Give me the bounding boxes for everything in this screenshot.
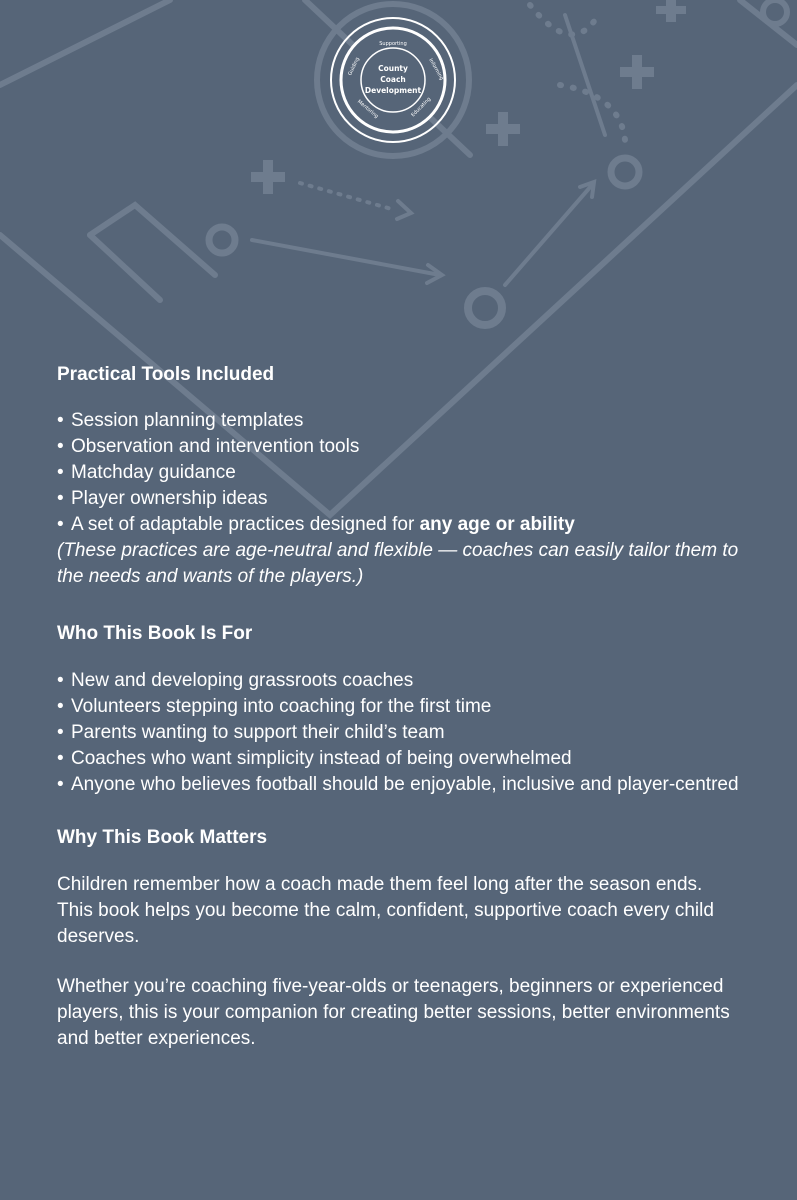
section-title-who-for: Who This Book Is For <box>57 623 253 644</box>
list-item-bold-text: any age or ability <box>419 514 575 535</box>
seal-center-line-1: County <box>378 64 408 73</box>
seal-ring-word-5: Guiding <box>347 56 361 77</box>
practices-note: (These practices are age-neutral and flexible — coaches can easily tailor them to the needs and wants of the players.) <box>57 540 739 587</box>
audience-list <box>57 668 757 798</box>
list-item: • Matchday guidance <box>57 460 757 486</box>
pitch-line <box>0 0 170 85</box>
penalty-box-line <box>90 205 215 275</box>
paragraph-book-helps: This book helps you become the calm, confident, supportive coach every child deserves. <box>57 900 714 947</box>
section-title-why-matters: Why This Book Matters <box>57 827 268 848</box>
dotted-arrow-line <box>300 183 395 210</box>
list-item: • Session planning templates <box>57 408 757 434</box>
plus-marker <box>486 112 520 146</box>
player-circle <box>468 291 502 325</box>
plus-marker <box>620 55 654 89</box>
section-title-practical-tools: Practical Tools Included <box>57 364 275 385</box>
list-item: • Volunteers stepping into coaching for the first time <box>57 694 757 720</box>
list-item-text: A set of adaptable practices designed for <box>71 514 420 535</box>
list-item: • Observation and intervention tools <box>57 434 757 460</box>
plus-marker <box>251 160 285 194</box>
arrow-line <box>505 185 592 285</box>
dotted-curve <box>530 5 595 34</box>
seal-center-line-3: Development <box>364 86 422 95</box>
list-item: • New and developing grassroots coaches <box>57 668 757 694</box>
list-item: • Parents wanting to support their child’s team <box>57 720 757 746</box>
list-item: • Player ownership ideas <box>57 486 757 512</box>
seal-ring-word-4: Mentoring <box>355 98 380 120</box>
player-circle <box>209 227 235 253</box>
seal-ring-word-1: Supporting <box>379 41 407 47</box>
dotted-arrow-head <box>397 201 411 219</box>
list-item: • Anyone who believes football should be enjoyable, inclusive and player-centred <box>57 772 757 798</box>
player-circle <box>611 158 639 186</box>
seal-center-line-2: Coach <box>380 75 406 84</box>
list-item: • Coaches who want simplicity instead of being overwhelmed <box>57 746 757 772</box>
practical-tools-list <box>57 408 757 538</box>
seal-logo <box>331 18 455 142</box>
list-item <box>57 512 757 538</box>
arrow-line <box>252 240 440 275</box>
seal-ring-word-2: Informing <box>427 57 445 82</box>
player-circle <box>763 0 787 24</box>
plus-marker <box>656 0 686 22</box>
paragraph-children-remember: Children remember how a coach made them feel long after the season ends. <box>57 874 703 895</box>
content-area <box>57 356 757 1052</box>
penalty-box-line <box>90 235 160 300</box>
paragraph-whether-coaching: Whether you’re coaching five-year-olds or teenagers, beginners or experienced players, this is your companion for creating better sessions, better environments and better experiences. <box>57 976 730 1049</box>
seal-ring-word-3: Educating <box>410 96 433 119</box>
